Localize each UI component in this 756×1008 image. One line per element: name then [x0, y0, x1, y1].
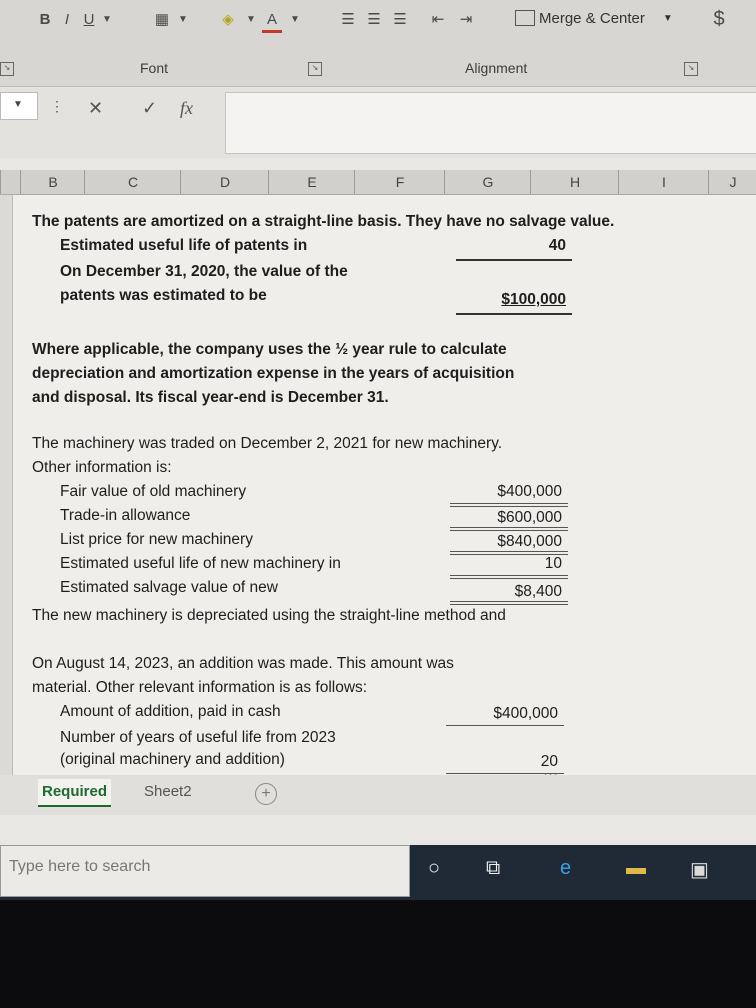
- formula-bar: [0, 88, 756, 158]
- half-year-line-3: and disposal. Its fiscal year-end is December 31.: [32, 389, 389, 406]
- underline-rule: [450, 578, 568, 579]
- depreciated-line: The new machinery is depreciated using the straight-line method and: [32, 607, 506, 624]
- insert-function-button[interactable]: fx: [180, 98, 193, 118]
- useful-life-new-value: 10: [544, 555, 562, 572]
- row-headers: [0, 195, 13, 785]
- fair-value-label: Fair value of old machinery: [60, 483, 247, 500]
- column-header-h[interactable]: H: [530, 170, 619, 194]
- task-view-icon[interactable]: ⧉: [486, 857, 501, 879]
- useful-life-new-label: Estimated useful life of new machinery in: [60, 555, 341, 572]
- enter-button[interactable]: ✓: [142, 98, 158, 118]
- file-explorer-icon[interactable]: ▬: [626, 857, 646, 879]
- sheet-tabs: [0, 775, 756, 815]
- other-info-label: Other information is:: [32, 459, 172, 476]
- patents-value: $100,000: [501, 291, 566, 308]
- column-headers: [0, 170, 756, 195]
- borders-icon[interactable]: ▦: [154, 11, 170, 28]
- addition-line-1: On August 14, 2023, an addition was made. This amount was: [32, 655, 454, 672]
- half-year-line-2: depreciation and amortization expense in the years of acquisition: [32, 365, 515, 382]
- column-header-g[interactable]: G: [444, 170, 531, 194]
- align-left-icon[interactable]: ☰: [341, 11, 355, 28]
- patents-line: The patents are amortized on a straight-line basis. They have no salvage value.: [32, 213, 615, 230]
- underline-rule: [450, 604, 568, 605]
- ribbon: [0, 0, 756, 87]
- merge-icon: [515, 10, 535, 26]
- formula-input[interactable]: [225, 92, 756, 154]
- years-label-1: Number of years of useful life from 2023: [60, 729, 336, 746]
- merge-center-button[interactable]: [515, 6, 695, 30]
- column-header-f[interactable]: F: [354, 170, 445, 194]
- dialog-launcher-icon[interactable]: ↘: [0, 62, 14, 76]
- traded-line: The machinery was traded on December 2, 2021 for new machinery.: [32, 435, 503, 452]
- underline-rule: [446, 725, 564, 726]
- years-label-2: (original machinery and addition): [60, 751, 285, 768]
- tab-required[interactable]: Required: [38, 779, 111, 807]
- column-header-c[interactable]: C: [84, 170, 181, 194]
- store-icon[interactable]: ▣: [690, 859, 709, 881]
- patents-value-label-1: On December 31, 2020, the value of the: [60, 263, 348, 280]
- font-color-button[interactable]: A: [262, 8, 282, 33]
- add-sheet-button[interactable]: +: [255, 783, 277, 805]
- search-placeholder: Type here to search: [9, 858, 151, 875]
- trade-in-label: Trade-in allowance: [60, 507, 191, 524]
- alignment-dialog-launcher-icon[interactable]: ↘: [684, 62, 698, 76]
- name-box[interactable]: [0, 92, 38, 120]
- underline-rule: [456, 259, 572, 261]
- search-box[interactable]: [0, 845, 410, 897]
- bold-button[interactable]: B: [39, 10, 51, 28]
- addition-amount-label: Amount of addition, paid in cash: [60, 703, 281, 720]
- grip-icon: ⋮: [50, 98, 64, 114]
- select-all-corner[interactable]: [0, 170, 21, 194]
- align-center-icon[interactable]: ☰: [367, 11, 381, 28]
- chevron-down-icon[interactable]: ▼: [290, 13, 300, 25]
- worksheet-grid[interactable]: [0, 195, 756, 785]
- decrease-indent-icon[interactable]: ⇤: [431, 11, 445, 28]
- underline-button[interactable]: U: [83, 10, 95, 28]
- addition-amount-value: $400,000: [493, 705, 558, 722]
- list-price-value: $840,000: [497, 533, 562, 550]
- chevron-down-icon: ▼: [13, 99, 23, 110]
- chevron-down-icon[interactable]: ▼: [246, 13, 256, 25]
- fair-value: $400,000: [497, 483, 562, 500]
- underline-rule: [450, 551, 568, 552]
- fill-color-icon[interactable]: ◈: [222, 11, 234, 28]
- align-right-icon[interactable]: ☰: [393, 11, 407, 28]
- column-header-b[interactable]: B: [20, 170, 85, 194]
- underline-rule: [450, 503, 568, 504]
- merge-center-label: Merge & Center: [539, 9, 645, 27]
- patents-life-value: 40: [548, 237, 566, 254]
- column-header-d[interactable]: D: [180, 170, 269, 194]
- chevron-down-icon: ▼: [662, 12, 673, 24]
- salvage-value: $8,400: [514, 583, 562, 600]
- underline-rule: [450, 575, 568, 576]
- trade-in-value: $600,000: [497, 509, 562, 526]
- addition-line-2: material. Other relevant information is as follows:: [32, 679, 368, 696]
- edge-icon[interactable]: e: [560, 857, 572, 879]
- underline-rule: [450, 527, 568, 528]
- salvage-label: Estimated salvage value of new: [60, 579, 278, 596]
- column-header-j[interactable]: J: [708, 170, 756, 194]
- underline-rule: [450, 506, 568, 507]
- font-group-label: Font: [140, 60, 169, 76]
- taskbar: [0, 845, 756, 900]
- underline-rule: [450, 601, 568, 602]
- list-price-label: List price for new machinery: [60, 531, 253, 548]
- font-dialog-launcher-icon[interactable]: ↘: [308, 62, 322, 76]
- increase-indent-icon[interactable]: ⇥: [459, 11, 473, 28]
- column-header-i[interactable]: I: [618, 170, 709, 194]
- italic-button[interactable]: I: [64, 10, 70, 28]
- cortana-icon[interactable]: ○: [428, 857, 441, 879]
- chevron-down-icon[interactable]: ▼: [102, 13, 112, 25]
- underline-rule: [450, 530, 568, 531]
- alignment-group-label: Alignment: [465, 60, 528, 76]
- patents-life-label: Estimated useful life of patents in: [60, 237, 308, 254]
- currency-button[interactable]: $: [713, 7, 725, 30]
- chevron-down-icon[interactable]: ▼: [178, 13, 188, 25]
- underline-rule: [456, 313, 572, 315]
- column-header-e[interactable]: E: [268, 170, 355, 194]
- patents-value-label-2: patents was estimated to be: [60, 287, 267, 304]
- tab-sheet2[interactable]: Sheet2: [144, 783, 192, 800]
- half-year-line-1: Where applicable, the company uses the ½ year rule to calculate: [32, 341, 507, 358]
- cancel-button[interactable]: ✕: [88, 98, 104, 118]
- years-value: 20: [540, 753, 558, 770]
